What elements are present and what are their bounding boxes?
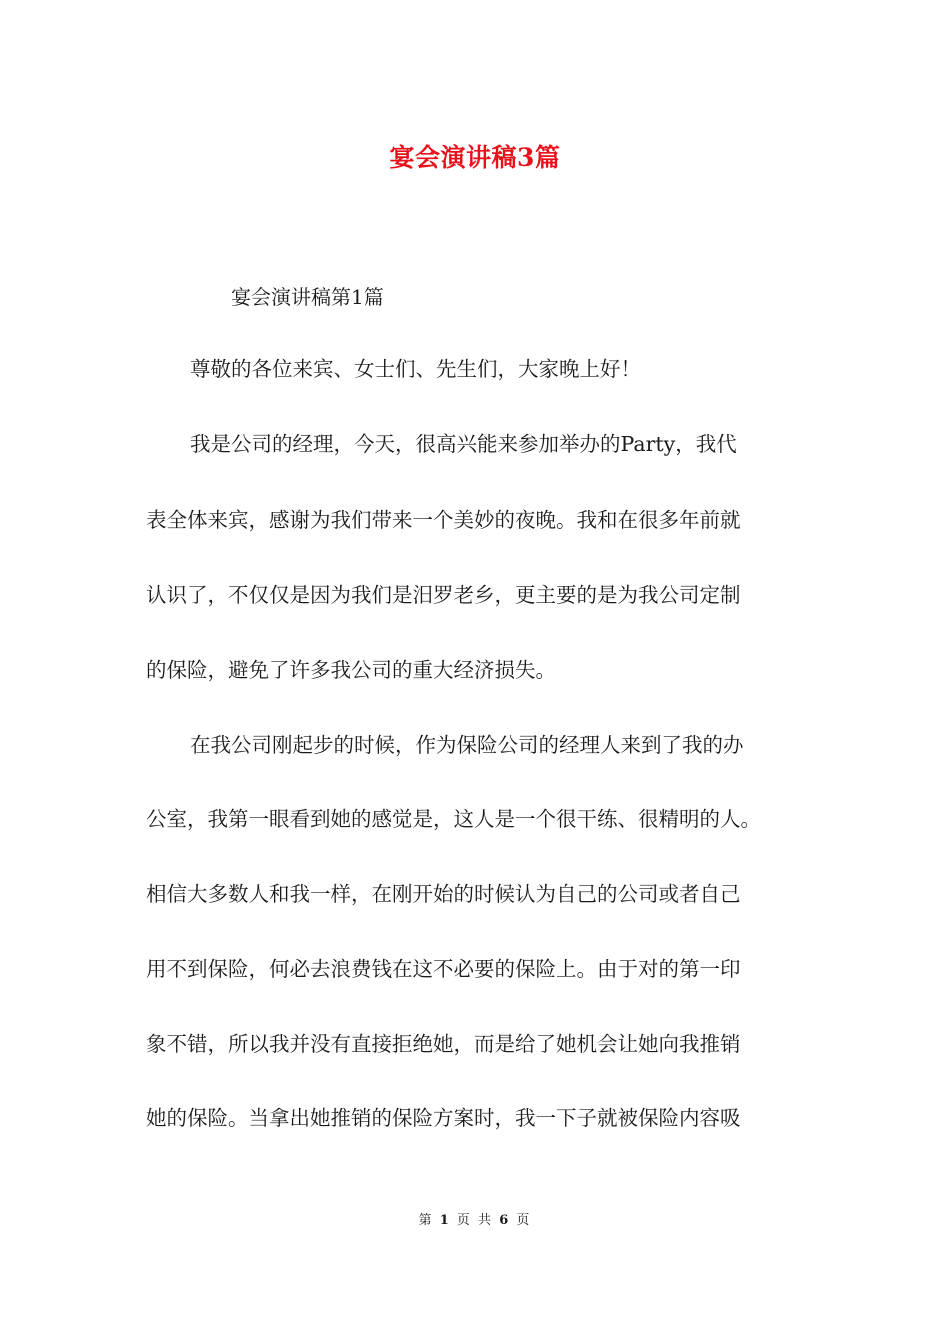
section-heading: 宴会演讲稿第1篇 [231,285,384,309]
paragraph-line: 我是公司的经理，今天，很高兴能来参加举办的Party，我代 [190,432,737,456]
paragraph-line: 相信大多数人和我一样，在刚开始的时候认为自己的公司或者自己 [146,882,741,906]
paragraph-line: 用不到保险，何必去浪费钱在这不必要的保险上。由于对的第一印 [146,957,741,981]
paragraph-line: 公室，我第一眼看到她的感觉是，这人是一个很干练、很精明的人。 [146,807,761,831]
paragraph-line: 的保险，避免了许多我公司的重大经济损失。 [146,658,556,682]
current-page-number: 1 [439,1213,451,1228]
paragraph-line: 象不错，所以我并没有直接拒绝她，而是给了她机会让她向我推销 [146,1032,741,1056]
footer-suffix: 页 [516,1213,532,1228]
document-title: 宴会演讲稿3篇 [389,143,561,172]
paragraph-line: 她的保险。当拿出她推销的保险方案时，我一下子就被保险内容吸 [146,1106,741,1130]
total-page-count: 6 [499,1213,511,1228]
paragraph-line-greeting: 尊敬的各位来宾、女士们、先生们，大家晚上好！ [190,357,641,381]
paragraph-line: 认识了，不仅仅是因为我们是汨罗老乡，更主要的是为我公司定制 [146,583,741,607]
footer-prefix: 第 [418,1213,434,1228]
page-number-footer [0,1209,950,1228]
paragraph-line: 表全体来宾，感谢为我们带来一个美妙的夜晚。我和在很多年前就 [146,508,741,532]
footer-middle: 页 共 [456,1213,494,1228]
paragraph-line: 在我公司刚起步的时候，作为保险公司的经理人来到了我的办 [190,733,744,757]
